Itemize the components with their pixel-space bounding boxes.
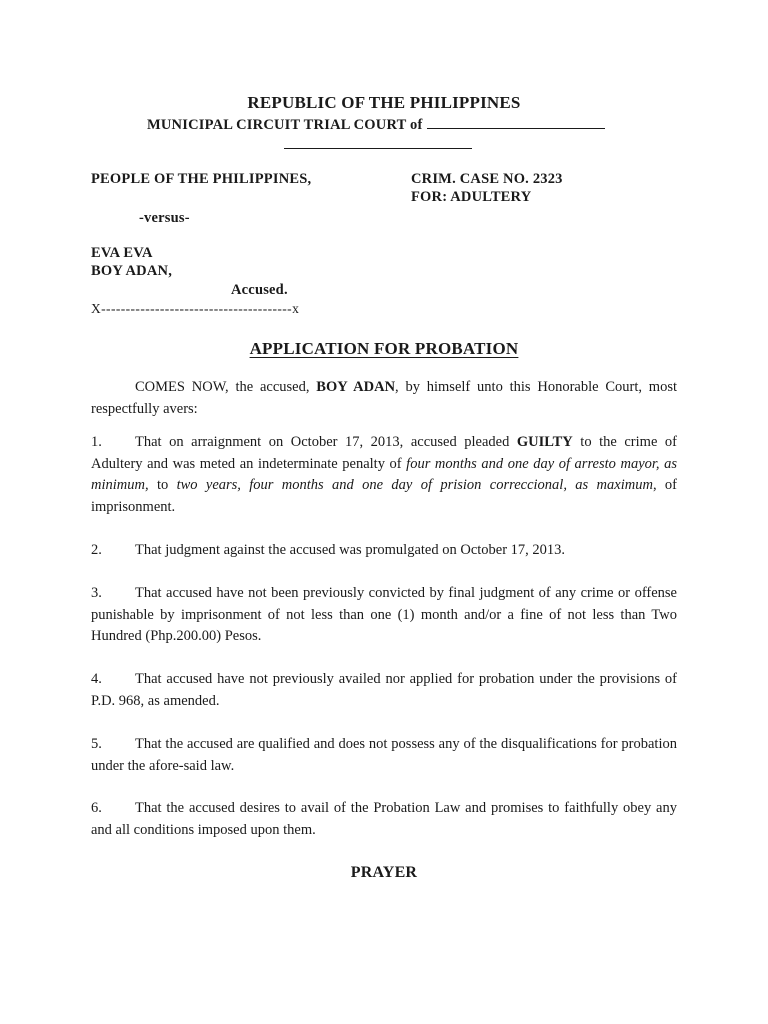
paragraph-4 <box>91 669 677 712</box>
offense-label: FOR: ADULTERY <box>411 189 532 205</box>
plaintiff-name: PEOPLE OF THE PHILIPPINES, <box>91 171 312 187</box>
paragraph-number: 6. <box>91 800 102 816</box>
intro-paragraph <box>91 377 677 420</box>
republic-heading: REPUBLIC OF THE PHILIPPINES <box>247 93 521 112</box>
paragraph-text: to the crime of Adultery and was meted an indeterminate penalty of <box>91 434 677 472</box>
penalty-minimum: four months and one day of arresto mayor, as minimum, <box>91 455 677 493</box>
paragraph-text: That the accused are qualified and does not possess any of the disqualifications for probation under the afore-said law. <box>91 736 677 774</box>
paragraph-number: 3. <box>91 585 102 601</box>
accused-name-1: EVA EVA <box>91 245 153 261</box>
paragraph-number: 2. <box>91 542 102 558</box>
plea-guilty: GUILTY <box>516 434 573 450</box>
paragraph-number: 5. <box>91 736 102 752</box>
court-name: MUNICIPAL CIRCUIT TRIAL COURT of <box>147 117 423 133</box>
applicant-name: BOY ADAN <box>316 379 396 395</box>
paragraph-text: , of imprisonment. <box>91 477 677 515</box>
paragraph-text: That accused have not previously availed nor applied for probation under the provisions of P.D. 968, as amended. <box>91 671 677 709</box>
accused-label: Accused. <box>231 282 288 298</box>
intro-text-start: COMES NOW, the accused, <box>135 379 317 395</box>
paragraph-text: That judgment against the accused was promulgated on October 17, 2013. <box>135 542 566 558</box>
paragraph-number: 4. <box>91 671 102 687</box>
intro-text-end: , by himself unto this Honorable Court, most respectfully avers: <box>91 379 677 417</box>
paragraph-number: 1. <box>91 434 102 450</box>
paragraph-6 <box>91 798 677 841</box>
paragraph-text: That on arraignment on October 17, 2013, accused pleaded <box>135 434 517 450</box>
prayer-heading: PRAYER <box>350 864 418 881</box>
court-blank-line <box>427 116 605 129</box>
court-heading <box>147 116 605 134</box>
penalty-maximum: two years, four months and one day of prision correccional, as maximum <box>176 477 653 493</box>
paragraph-text: That the accused desires to avail of the Probation Law and promises to faithfully obey any and all conditions imposed upon them. <box>91 800 677 838</box>
paragraph-3 <box>91 583 677 648</box>
paragraph-text: That accused have not been previously convicted by final judgment of any crime or offense punishable by imprisonment of not less than one (1) month and/or a fine of not less than Two Hundred (Php.200.00) Pesos. <box>91 585 677 644</box>
paragraph-1 <box>91 432 677 518</box>
paragraph-text: to <box>148 477 177 493</box>
court-blank-line-2 <box>284 148 472 149</box>
case-number: CRIM. CASE NO. 2323 <box>411 171 563 187</box>
accused-name-2: BOY ADAN, <box>91 263 173 279</box>
document-title: APPLICATION FOR PROBATION <box>249 339 519 358</box>
paragraph-2 <box>91 540 677 562</box>
versus-label: -versus- <box>139 210 190 226</box>
caption-separator: X---------------------------------------x <box>91 301 300 316</box>
paragraph-5 <box>91 734 677 777</box>
